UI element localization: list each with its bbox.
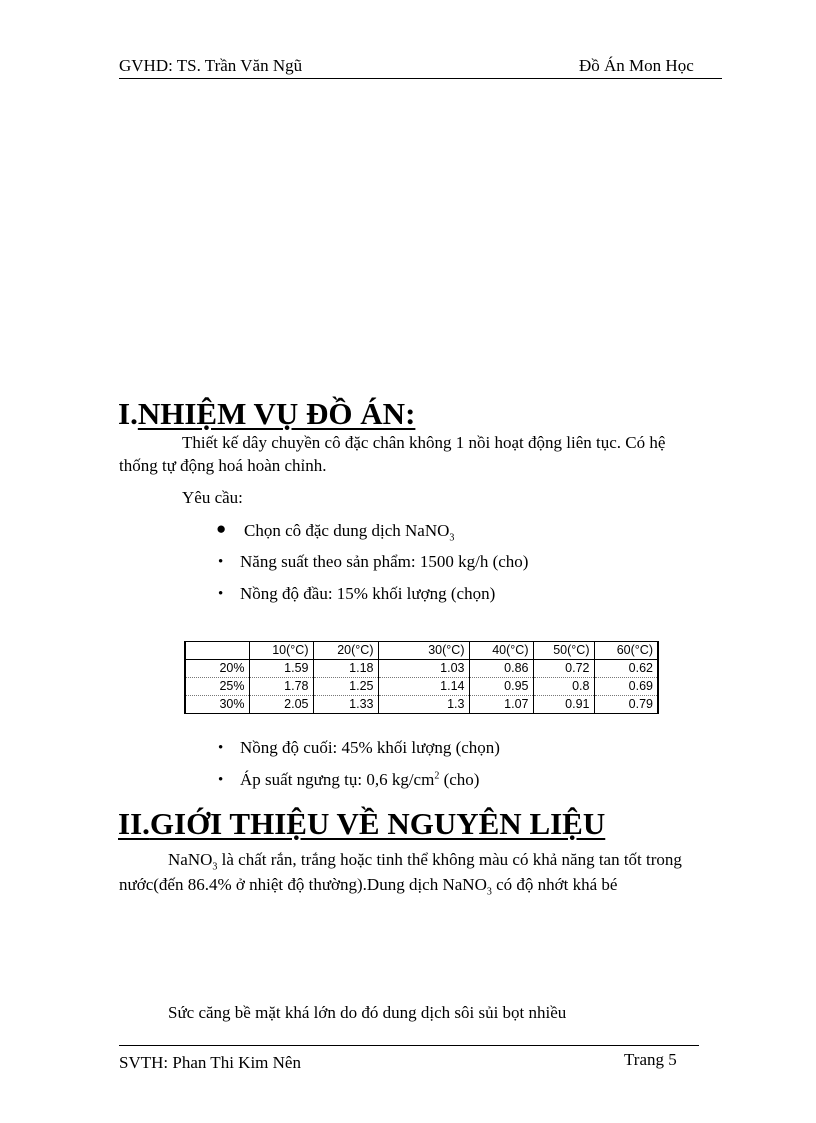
table-cell: 0.69 [594, 678, 658, 696]
table-cell: 0.62 [594, 660, 658, 678]
footer-left: SVTH: Phan Thi Kim Nên [119, 1053, 301, 1072]
table-cell: 1.25 [313, 678, 378, 696]
table-cell: 0.95 [469, 678, 533, 696]
table-cell: 20% [185, 660, 249, 678]
section2-number: II. [118, 806, 150, 841]
header-left: GVHD: TS. Trần Văn Ngũ [119, 56, 303, 75]
table-cell: 0.79 [594, 696, 658, 714]
bullet-dot-icon: • [218, 772, 224, 788]
table-cell: 1.07 [469, 696, 533, 714]
bullet-4: Nồng độ cuối: 45% khối lượng (chọn) [240, 738, 500, 757]
footer-right: Trang 5 [624, 1050, 677, 1069]
table-cell: 0.91 [533, 696, 594, 714]
section2-para-line1 [168, 850, 682, 873]
section2-p1-a: NaNO [168, 850, 213, 869]
section2-para-line2 [119, 875, 618, 898]
section2-p2-a: nước(đến 86.4% ở nhiệt độ thường).Dung dịch NaNO [119, 875, 487, 894]
table-header-cell: 40(°C) [469, 642, 533, 660]
bullet-5-tail: (cho) [439, 770, 480, 789]
requirements-label: Yêu cầu: [182, 488, 243, 507]
section2-p1-sub: 3 [212, 861, 218, 873]
table-cell: 0.86 [469, 660, 533, 678]
table-cell: 0.8 [533, 678, 594, 696]
section1-para-line1: Thiết kế dây chuyền cô đặc chân không 1 nồi hoạt động liên tục. Có hệ [182, 433, 666, 452]
table-cell: 1.18 [313, 660, 378, 678]
bullet-1-text: Chọn cô đặc dung dịch NaNO [244, 521, 450, 540]
section1-title: NHIỆM VỤ ĐỒ ÁN: [137, 396, 416, 431]
bullet-2: Năng suất theo sản phẩm: 1500 kg/h (cho) [240, 552, 529, 571]
table-row [185, 660, 658, 678]
footer-rule [119, 1045, 699, 1046]
table-cell: 1.3 [378, 696, 469, 714]
table-cell: 1.33 [313, 696, 378, 714]
table-row [185, 678, 658, 696]
table-row [185, 696, 658, 714]
section1-para-line2: thống tự động hoá hoàn chỉnh. [119, 456, 327, 475]
section2-p2-b: có độ nhớt khá bé [491, 875, 618, 894]
header-right: Đồ Án Mon Học [579, 56, 694, 75]
section1-heading [118, 396, 415, 432]
table-header-cell: 60(°C) [594, 642, 658, 660]
header-rule [119, 78, 722, 79]
table-cell: 1.78 [249, 678, 313, 696]
table-cell: 1.14 [378, 678, 469, 696]
table-cell: 1.59 [249, 660, 313, 678]
section2-p2-sub: 3 [486, 886, 492, 898]
bullet-5-text: Áp suất ngưng tụ: 0,6 kg/cm [240, 770, 435, 789]
section2-heading [118, 806, 605, 842]
bullet-5-sup: 2 [434, 770, 440, 782]
bullet-1-sub: 3 [449, 532, 455, 544]
bullet-5 [240, 771, 479, 788]
table-header-cell: 20(°C) [313, 642, 378, 660]
table-header-cell [185, 642, 249, 660]
bullet-1 [244, 521, 455, 544]
section1-number: I. [118, 396, 138, 431]
table-header-row [185, 642, 658, 660]
table-cell: 1.03 [378, 660, 469, 678]
bullet-3: Nồng độ đầu: 15% khối lượng (chọn) [240, 584, 496, 603]
bullet-dot-icon: • [218, 740, 224, 756]
table-cell: 2.05 [249, 696, 313, 714]
table-cell: 25% [185, 678, 249, 696]
bullet-dot-icon: • [218, 554, 224, 570]
viscosity-table [184, 641, 659, 714]
section2-title: GIỚI THIỆU VỀ NGUYÊN LIỆU [149, 806, 606, 841]
section2-p1-b: là chất rắn, trắng hoặc tinh thể không màu có khả năng tan tốt trong [217, 850, 682, 869]
bullet-dot-icon: • [218, 586, 224, 602]
table-header-cell: 30(°C) [378, 642, 469, 660]
table-header-cell: 10(°C) [249, 642, 313, 660]
bullet-dot-icon: ● [216, 519, 227, 538]
section2-para-line3: Sức căng bề mặt khá lớn do đó dung dịch sôi sủi bọt nhiều [168, 1003, 567, 1022]
table-cell: 0.72 [533, 660, 594, 678]
table-header-cell: 50(°C) [533, 642, 594, 660]
table-cell: 30% [185, 696, 249, 714]
